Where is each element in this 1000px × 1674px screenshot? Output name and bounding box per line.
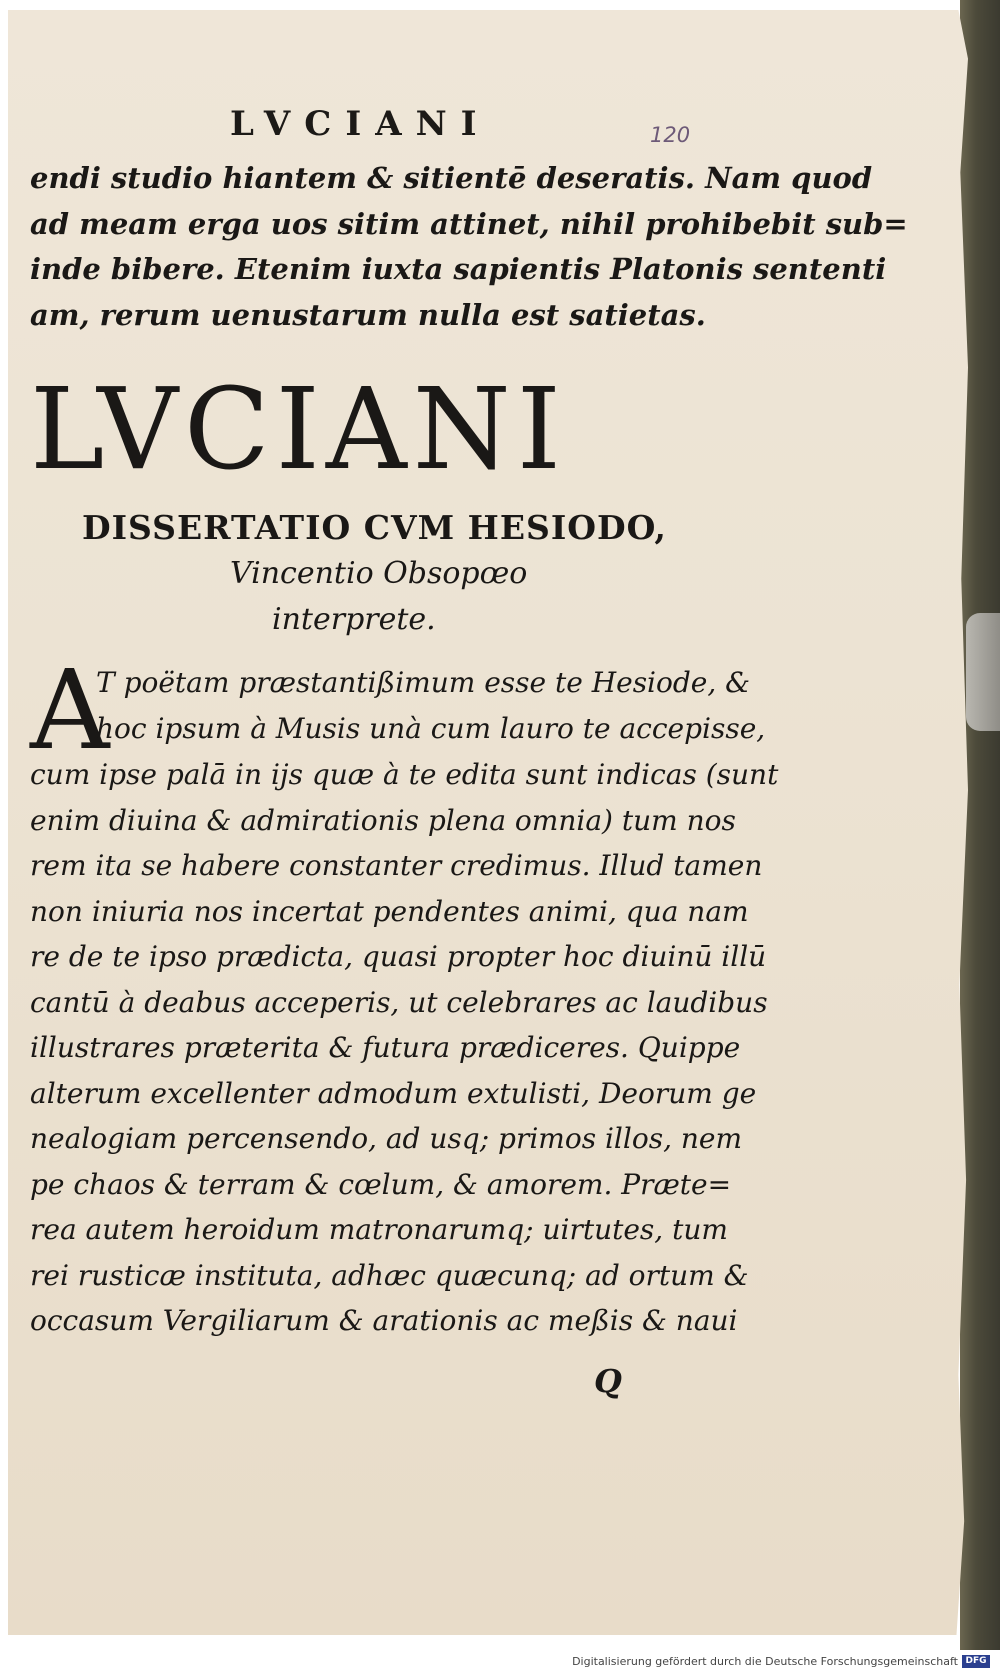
text-line: re de te ipso prædicta, quasi propter hoc diuinū illū: [30, 940, 767, 973]
text-line: cantū à deabus acceperis, ut celebrares ac laudibus: [30, 985, 768, 1019]
footer-bar: [0, 1650, 1000, 1674]
text-line: rea autem heroidum matronarumq; uirtutes, tum: [30, 1213, 728, 1246]
text-line: rei rusticæ instituta, adhæc quæcunq; ad ortum &: [30, 1258, 749, 1292]
text-line: illustrares præterita & futura prædiceres. Quippe: [30, 1031, 741, 1064]
text-line: endi studio hiantem & sitientē deseratis. Nam quod: [30, 161, 873, 195]
translator-line: interprete.: [272, 602, 436, 637]
text-line: alterum excellenter admodum extulisti, Deorum ge: [30, 1076, 757, 1110]
text-line: pe chaos & terram & cœlum, & amorem. Præte=: [30, 1167, 732, 1201]
footer-credit: Digitalisierung gefördert durch die Deutsche Forschungsgemeinschaft: [572, 1655, 958, 1668]
text-line: enim diuina & admirationis plena omnia) tum nos: [30, 803, 736, 837]
text-line: T poëtam præstantißimum esse te Hesiode, &: [96, 666, 751, 699]
text-line: occasum Vergiliarum & arationis ac meßis & naui: [30, 1304, 738, 1337]
page-title: LVCIANI: [30, 365, 568, 495]
text-line: hoc ipsum à Musis unà cum lauro te accepisse,: [96, 711, 766, 745]
text-line: non iniuria nos incertat pendentes animi, qua nam: [30, 894, 749, 928]
dfg-logo-icon: DFG: [962, 1655, 990, 1668]
text-line: inde bibere. Etenim iuxta sapientis Platonis sententi: [30, 252, 887, 286]
top-paragraph: [30, 156, 908, 338]
translator-line: Vincentio Obsopœo: [230, 556, 528, 591]
text-line: ad meam erga uos sitim attinet, nihil prohibebit sub=: [30, 206, 908, 241]
text-line: nealogiam percensendo, ad usq; primos illos, nem: [30, 1122, 743, 1155]
text-line: cum ipse palā in ijs quæ à te edita sunt indicas (sunt: [30, 758, 779, 791]
body-first-lines: [96, 660, 766, 751]
running-head: LVCIANI: [230, 104, 491, 144]
drop-capital: A: [30, 646, 110, 774]
text-line: am, rerum uenustarum nulla est satietas.: [30, 297, 706, 332]
folio-number: 120: [650, 123, 691, 147]
text-line: rem ita se habere constanter credimus. Illud tamen: [30, 849, 763, 882]
page-clip: [966, 613, 1000, 731]
catchword: Q: [594, 1362, 622, 1400]
body-paragraph: [30, 752, 779, 1344]
subtitle: DISSERTATIO CVM HESIODO,: [82, 508, 667, 547]
